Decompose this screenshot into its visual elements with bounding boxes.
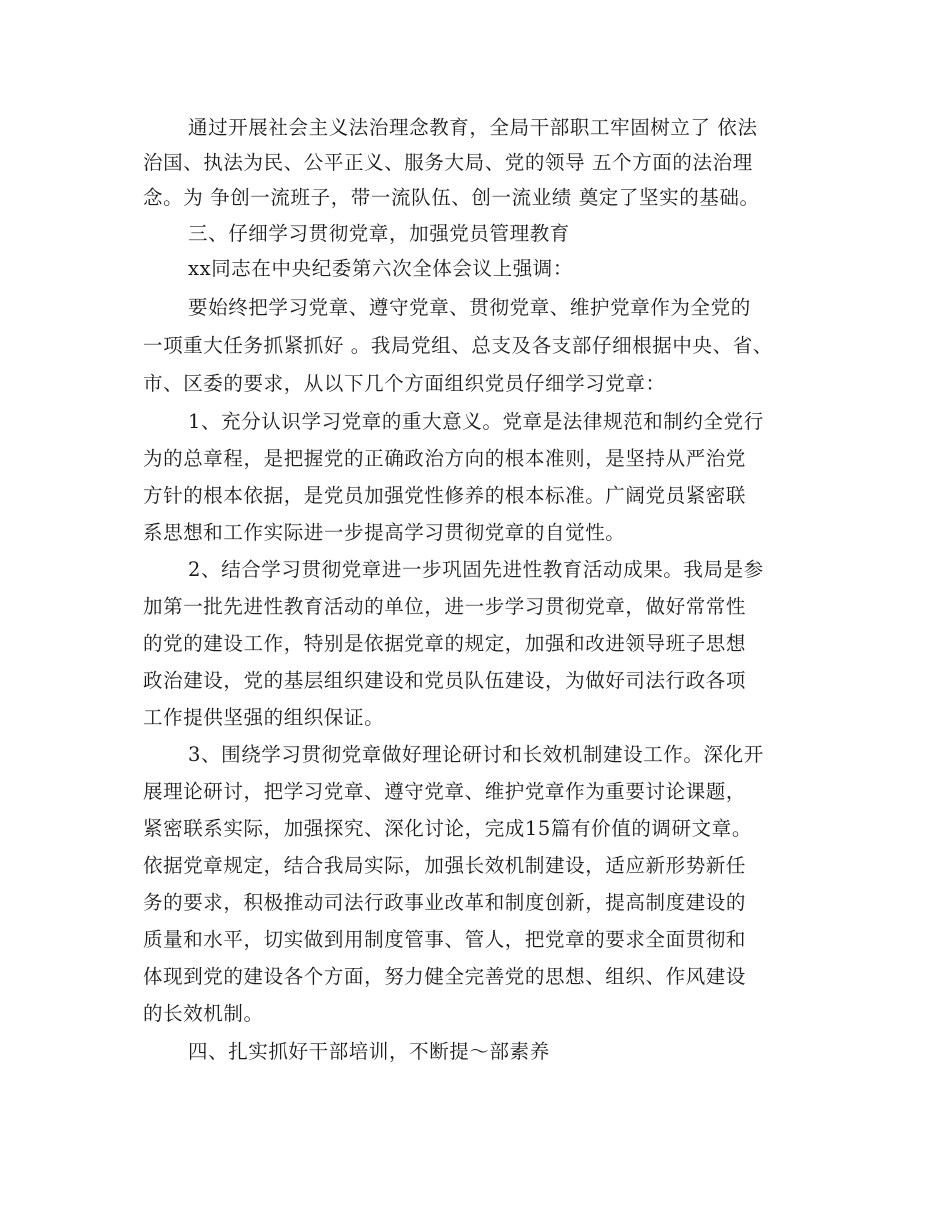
text-line: 工作提供坚强的组织保证。 [143, 706, 385, 729]
text-line: 紧密联系实际，加强探究、深化讨论，完成15篇有价值的调研文章。 [143, 817, 752, 840]
text-line: 念。为 争创一流班子，带一流队伍、创一流业绩 奠定了坚实的基础。 [143, 186, 760, 209]
text-line: 依据党章规定，结合我局实际，加强长效机制建设，适应新形势新任 [143, 854, 747, 877]
text-line: 治国、执法为民、公平正义、服务大局、党的领导 五个方面的法治理 [143, 151, 753, 174]
text-line: 的长效机制。 [143, 1002, 264, 1025]
text-line: 市、区委的要求，从以下几个方面组织党员仔细学习党章： [143, 372, 666, 395]
text-line: 体现到党的建设各个方面，努力健全完善党的思想、组织、作风建设 [143, 965, 747, 988]
text-line: 政治建设，党的基层组织建设和党员队伍建设，为做好司法行政各项 [143, 669, 747, 692]
text-line: 要始终把学习党章、遵守党章、贯彻党章、维护党章作为全党的 [188, 296, 751, 319]
text-line: 方针的根本依据，是党员加强党性修养的根本标准。广阔党员紧密联 [143, 484, 747, 507]
text-line: 加第一批先进性教育活动的单位，进一步学习贯彻党章，做好常常性 [143, 595, 747, 618]
text-line: 的党的建设工作，特别是依据党章的规定，加强和改进领导班子思想 [143, 632, 747, 655]
text-line: 1、充分认识学习党章的重大意义。党章是法律规范和制约全党行 [188, 410, 764, 433]
text-line: 质量和水平，切实做到用制度管事、管人，把党章的要求全面贯彻和 [143, 928, 747, 951]
section-heading: 四、扎实抓好干部培训，不断提～部素养 [188, 1040, 550, 1063]
text-line: xx同志在中央纪委第六次全体会议上强调： [188, 257, 573, 280]
text-line: 通过开展社会主义法治理念教育，全局干部职工牢固树立了 依法 [188, 116, 758, 139]
text-line: 务的要求，积极推动司法行政事业改革和制度创新，提高制度建设的 [143, 891, 747, 914]
text-line: 2、结合学习贯彻党章进一步巩固先进性教育活动成果。我局是参 [188, 558, 764, 581]
text-line: 展理论研讨，把学习党章、遵守党章、维护党章作为重要讨论课题， [143, 780, 747, 803]
text-line: 系思想和工作实际进一步提高学习贯彻党章的自觉性。 [143, 521, 626, 544]
section-heading: 三、仔细学习贯彻党章，加强党员管理教育 [188, 222, 570, 245]
text-line: 3、围绕学习贯彻党章做好理论研讨和长效机制建设工作。深化开 [188, 743, 764, 766]
text-line: 为的总章程，是把握党的正确政治方向的根本准则，是坚持从严治党 [143, 447, 747, 470]
text-line: 一项重大任务抓紧抓好 。我局党组、总支及各支部仔细根据中央、省、 [143, 334, 773, 357]
